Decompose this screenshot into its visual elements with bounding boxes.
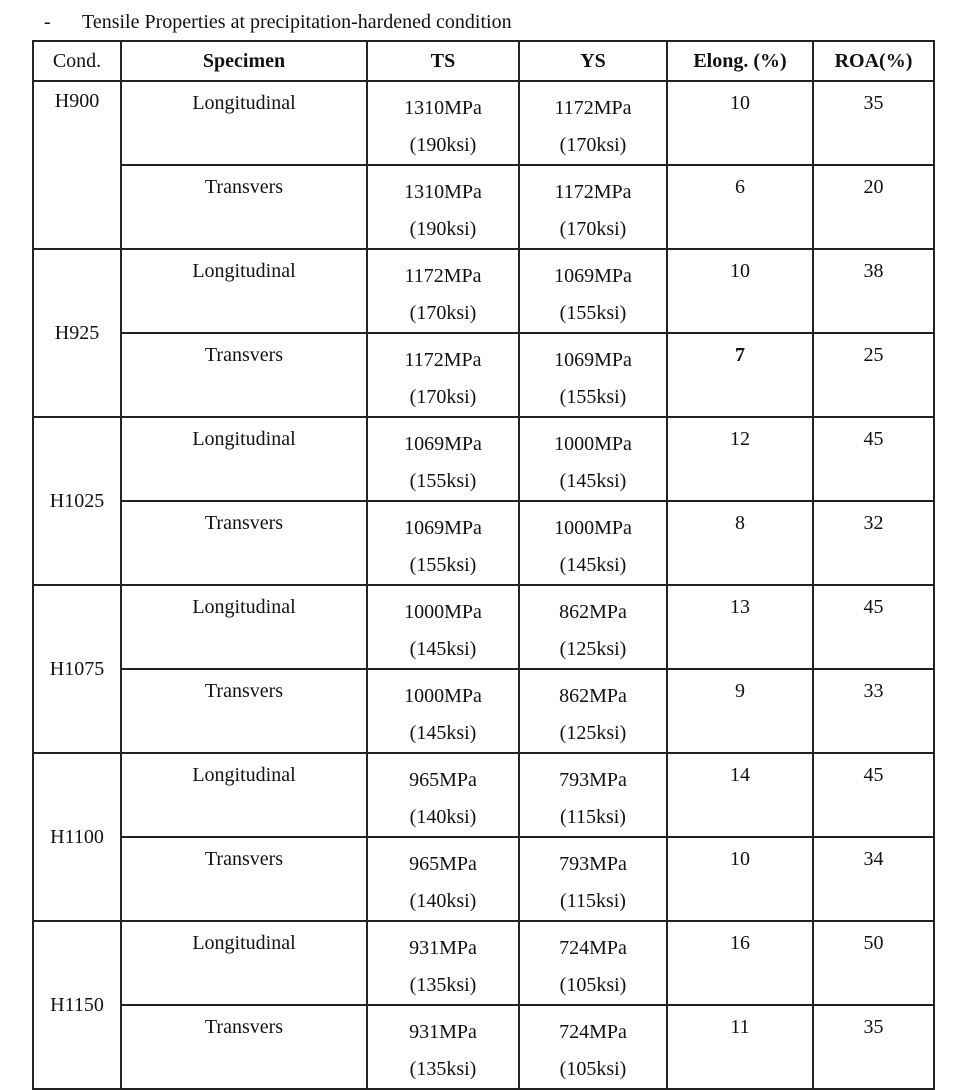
- elong-cell: 13: [667, 585, 813, 669]
- elong-cell: 10: [667, 249, 813, 333]
- specimen-cell: Transvers: [121, 1005, 367, 1089]
- elong-cell: 9: [667, 669, 813, 753]
- table-row: [33, 165, 934, 249]
- specimen-cell: Longitudinal: [121, 417, 367, 501]
- roa-cell: 33: [813, 669, 934, 753]
- roa-cell: 25: [813, 333, 934, 417]
- specimen-cell: Longitudinal: [121, 753, 367, 837]
- elong-cell: 16: [667, 921, 813, 1005]
- table-row: [33, 837, 934, 921]
- roa-cell: 32: [813, 501, 934, 585]
- ys-cell: 793MPa (115ksi): [519, 837, 667, 921]
- tensile-properties-table: [32, 40, 935, 1090]
- header-row: [33, 41, 934, 81]
- ts-cell: 1000MPa (145ksi): [367, 585, 519, 669]
- ys-cell: 724MPa (105ksi): [519, 921, 667, 1005]
- title-text: Tensile Properties at precipitation-hardened condition: [82, 11, 512, 33]
- ys-cell: 1000MPa (145ksi): [519, 417, 667, 501]
- title-bullet: -: [44, 11, 51, 33]
- ts-cell: 1172MPa (170ksi): [367, 249, 519, 333]
- table-row: [33, 585, 934, 669]
- cond-cell: H1100: [33, 753, 121, 921]
- table-row: [33, 501, 934, 585]
- table-row: [33, 753, 934, 837]
- cond-cell: H1075: [33, 585, 121, 753]
- roa-cell: 35: [813, 81, 934, 165]
- ts-cell: 931MPa (135ksi): [367, 1005, 519, 1089]
- specimen-cell: Longitudinal: [121, 585, 367, 669]
- elong-cell: 12: [667, 417, 813, 501]
- header-ts: TS: [367, 41, 519, 81]
- specimen-cell: Longitudinal: [121, 921, 367, 1005]
- ts-cell: 1310MPa (190ksi): [367, 165, 519, 249]
- header-ys: YS: [519, 41, 667, 81]
- ys-cell: 1000MPa (145ksi): [519, 501, 667, 585]
- header-elong: Elong. (%): [667, 41, 813, 81]
- ts-cell: 1069MPa (155ksi): [367, 417, 519, 501]
- elong-cell: 7: [667, 333, 813, 417]
- table-row: [33, 417, 934, 501]
- ys-cell: 1172MPa (170ksi): [519, 81, 667, 165]
- table-row: [33, 921, 934, 1005]
- elong-cell: 11: [667, 1005, 813, 1089]
- specimen-cell: Longitudinal: [121, 81, 367, 165]
- ys-cell: 862MPa (125ksi): [519, 669, 667, 753]
- ts-cell: 1069MPa (155ksi): [367, 501, 519, 585]
- roa-cell: 45: [813, 753, 934, 837]
- roa-cell: 50: [813, 921, 934, 1005]
- roa-cell: 20: [813, 165, 934, 249]
- table-row: [33, 249, 934, 333]
- table-row: [33, 333, 934, 417]
- elong-cell: 6: [667, 165, 813, 249]
- elong-cell: 8: [667, 501, 813, 585]
- ts-cell: 965MPa (140ksi): [367, 837, 519, 921]
- table-row: [33, 1005, 934, 1089]
- specimen-cell: Transvers: [121, 501, 367, 585]
- header-specimen: Specimen: [121, 41, 367, 81]
- ys-cell: 724MPa (105ksi): [519, 1005, 667, 1089]
- elong-cell: 14: [667, 753, 813, 837]
- specimen-cell: Transvers: [121, 333, 367, 417]
- cond-cell: H1025: [33, 417, 121, 585]
- document-title: [44, 8, 512, 36]
- cond-cell: H900: [33, 81, 121, 249]
- specimen-cell: Transvers: [121, 837, 367, 921]
- ys-cell: 1069MPa (155ksi): [519, 333, 667, 417]
- cond-cell: H925: [33, 249, 121, 417]
- table-row: [33, 669, 934, 753]
- ys-cell: 1069MPa (155ksi): [519, 249, 667, 333]
- ts-cell: 965MPa (140ksi): [367, 753, 519, 837]
- table-row: [33, 81, 934, 165]
- ys-cell: 793MPa (115ksi): [519, 753, 667, 837]
- roa-cell: 45: [813, 585, 934, 669]
- specimen-cell: Transvers: [121, 669, 367, 753]
- ts-cell: 1000MPa (145ksi): [367, 669, 519, 753]
- roa-cell: 35: [813, 1005, 934, 1089]
- ts-cell: 931MPa (135ksi): [367, 921, 519, 1005]
- specimen-cell: Transvers: [121, 165, 367, 249]
- ys-cell: 1172MPa (170ksi): [519, 165, 667, 249]
- roa-cell: 45: [813, 417, 934, 501]
- header-roa: ROA(%): [813, 41, 934, 81]
- ts-cell: 1172MPa (170ksi): [367, 333, 519, 417]
- elong-cell: 10: [667, 837, 813, 921]
- ts-cell: 1310MPa (190ksi): [367, 81, 519, 165]
- ys-cell: 862MPa (125ksi): [519, 585, 667, 669]
- roa-cell: 34: [813, 837, 934, 921]
- roa-cell: 38: [813, 249, 934, 333]
- elong-cell: 10: [667, 81, 813, 165]
- cond-cell: H1150: [33, 921, 121, 1089]
- header-cond: Cond.: [33, 41, 121, 81]
- specimen-cell: Longitudinal: [121, 249, 367, 333]
